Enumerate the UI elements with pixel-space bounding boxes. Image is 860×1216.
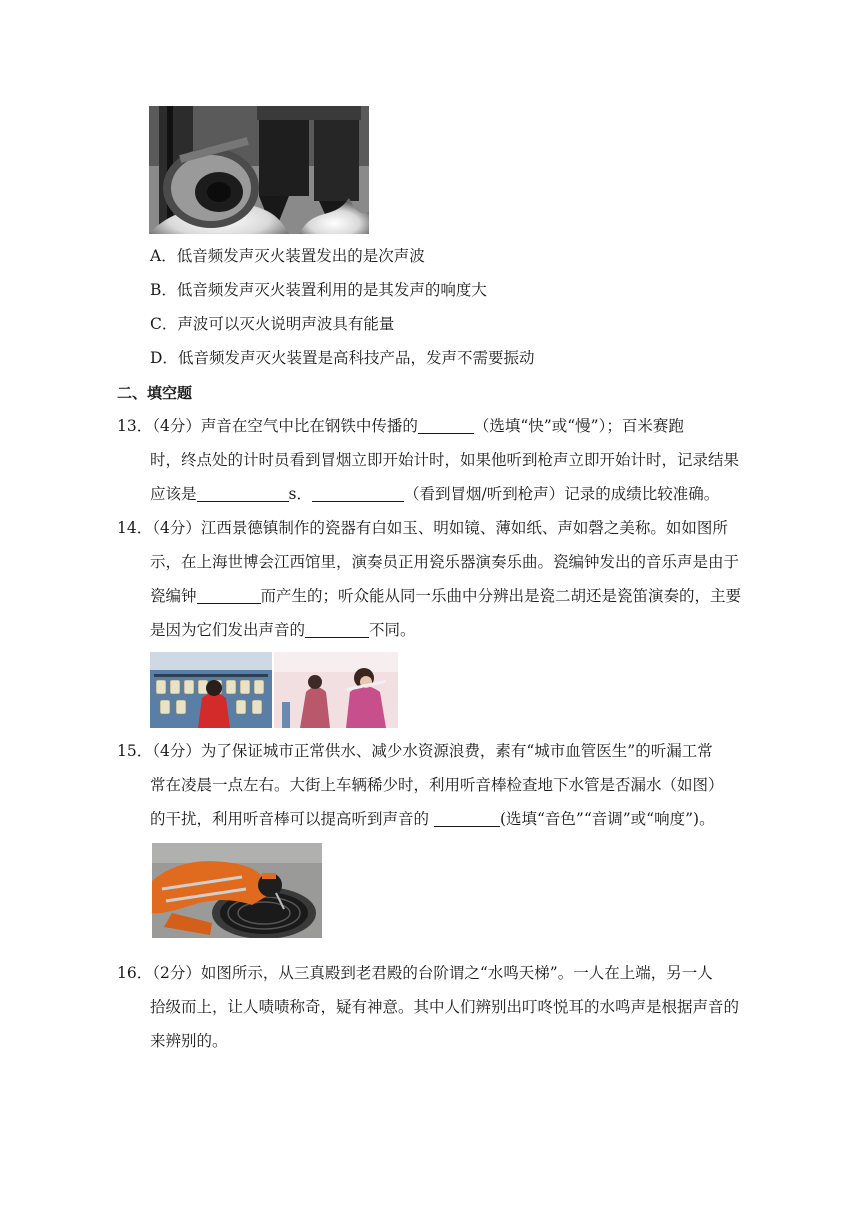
question-text: s． xyxy=(288,485,312,503)
question-text: （选填“快”或“慢”）；百米赛跑 xyxy=(473,417,684,435)
q14-line-4 xyxy=(150,620,416,640)
q13-line-1 xyxy=(117,416,684,436)
question-score: （2分） xyxy=(152,964,201,982)
q16-line-2: 拾级而上，让人啧啧称奇，疑有神意。其中人们辨别出叮咚悦耳的水鸣声是根据声音的 xyxy=(150,998,740,1016)
question-number: 14． xyxy=(117,519,153,537)
question-text: 是因为它们发出声音的 xyxy=(150,621,306,639)
q14-line-3 xyxy=(150,586,741,606)
option-text: 声波可以灭火说明声波具有能量 xyxy=(177,315,395,333)
option-label: A． xyxy=(150,247,177,265)
question-text: 瓷编钟 xyxy=(150,587,197,605)
q16-line-1 xyxy=(117,963,713,983)
question-text: 应该是 xyxy=(150,485,197,503)
porcelain-instrument-performance-icon xyxy=(150,652,398,728)
question-number: 15． xyxy=(117,742,153,760)
q15-line-3 xyxy=(150,809,715,829)
answer-blank[interactable] xyxy=(418,417,474,434)
q16-line-3: 来辨别的。 xyxy=(150,1032,228,1050)
section-heading: 二、填空题 xyxy=(117,384,193,402)
q12-option-a xyxy=(150,246,425,266)
answer-blank[interactable] xyxy=(434,810,500,827)
question-text: 不同。 xyxy=(369,621,416,639)
q12-option-c xyxy=(150,314,394,334)
answer-blank[interactable] xyxy=(197,485,289,502)
question-text: 江西景德镇制作的瓷器有白如玉、明如镜、薄如纸、声如磬之美称。如如图所 xyxy=(200,519,728,537)
question-score: （4分） xyxy=(152,519,201,537)
q14-line-2: 示，在上海世博会江西馆里，演奏员正用瓷乐器演奏乐曲。瓷编钟发出的音乐声是由于 xyxy=(150,553,740,571)
question-text: 如图所示，从三真殿到老君殿的台阶谓之“水鸣天梯”。一人在上端，另一人 xyxy=(200,964,713,982)
question-number: 16． xyxy=(117,964,153,982)
fire-extinguisher-photo xyxy=(149,106,369,234)
option-label: B． xyxy=(150,281,177,299)
porcelain-music-photo xyxy=(150,652,398,728)
question-text: 而产生的；听众能从同一乐曲中分辨出是瓷二胡还是瓷笛演奏的，主要 xyxy=(260,587,742,605)
q15-line-1 xyxy=(117,741,713,761)
answer-blank[interactable] xyxy=(305,621,369,638)
q12-option-b xyxy=(150,280,487,300)
question-score: （4分） xyxy=(152,742,201,760)
question-text: (选填“音色”“音调”或“响度”)。 xyxy=(499,810,715,828)
answer-blank[interactable] xyxy=(197,587,261,604)
question-number: 13． xyxy=(117,417,153,435)
low-frequency-fire-extinguisher-icon xyxy=(149,106,369,234)
leak-listener-photo xyxy=(152,843,322,938)
question-text: 为了保证城市正常供水、减少水资源浪费，素有“城市血管医生”的听漏工常 xyxy=(200,742,713,760)
q15-line-2: 常在凌晨一点左右。大街上车辆稀少时，利用听音棒检查地下水管是否漏水（如图） xyxy=(150,776,724,794)
question-text: 的干扰，利用听音棒可以提高听到声音的 xyxy=(150,810,434,828)
answer-blank[interactable] xyxy=(312,485,404,502)
worker-listening-manhole-icon xyxy=(152,843,322,938)
question-score: （4分） xyxy=(152,417,201,435)
option-text: 低音频发声灭火装置利用的是其发声的响度大 xyxy=(176,281,487,299)
option-text: 低音频发声灭火装置发出的是次声波 xyxy=(176,247,425,265)
q14-line-1 xyxy=(117,518,728,538)
question-text: 声音在空气中比在钢铁中传播的 xyxy=(200,417,418,435)
option-label: D． xyxy=(150,349,178,367)
q13-line-3 xyxy=(150,484,719,504)
q12-option-d xyxy=(150,348,534,368)
option-label: C． xyxy=(150,315,178,333)
question-text: （看到冒烟/听到枪声）记录的成绩比较准确。 xyxy=(403,485,720,503)
q13-line-2: 时，终点处的计时员看到冒烟立即开始计时，如果他听到枪声立即开始计时，记录结果 xyxy=(150,451,740,469)
option-text: 低音频发声灭火装置是高科技产品，发声不需要振动 xyxy=(177,349,535,367)
